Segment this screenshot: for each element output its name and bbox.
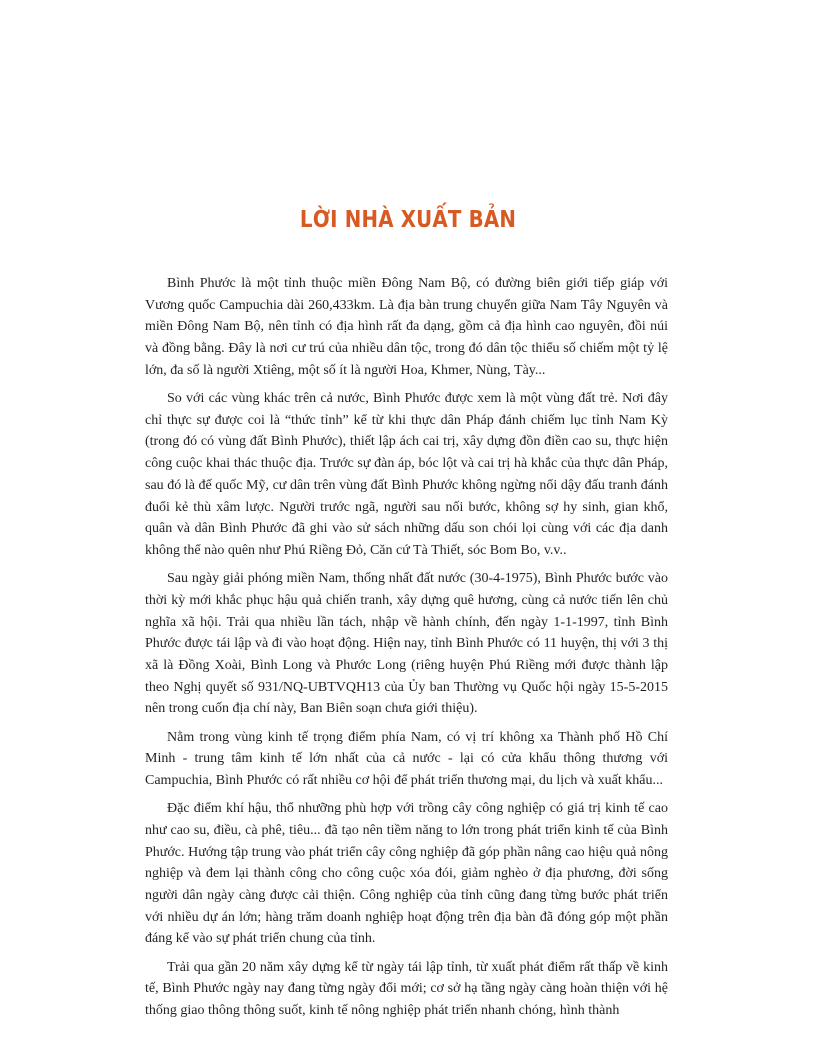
paragraph: So với các vùng khác trên cả nước, Bình Phước được xem là một vùng đất trẻ. Nơi đây chỉ thực sự được coi là “thức tỉnh” kể từ khi thực dân Pháp đánh chiếm lục tỉnh Nam Kỳ (trong đó có vùng đất Bình Phước), thiết lập ách cai trị, xây dựng đồn điền cao su, thực hiện công cuộc khai thác thuộc địa. Trước sự đàn áp, bóc lột và cai trị hà khắc của thực dân Pháp, sau đó là đế quốc Mỹ, cư dân trên vùng đất Bình Phước không ngừng nổi dậy đấu tranh đánh đuổi kẻ thù xâm lược. Người trước ngã, người sau nối bước, không sợ hy sinh, gian khổ, quân và dân Bình Phước đã ghi vào sử sách những dấu son chói lọi cùng với các địa danh không thể nào quên như Phú Riềng Đỏ, Căn cứ Tà Thiết, sóc Bom Bo, v.v..	[145, 391, 668, 558]
page-title: LỜI NHÀ XUẤT BẢN	[299, 207, 517, 233]
body-text	[145, 273, 668, 1028]
paragraph: Bình Phước là một tỉnh thuộc miền Đông Nam Bộ, có đường biên giới tiếp giáp với Vương quốc Campuchia dài 260,433km. Là địa bàn trung chuyển giữa Nam Tây Nguyên và miền Đông Nam Bộ, nên tỉnh có địa hình rất đa dạng, gồm cả địa hình cao nguyên, đồi núi và đồng bằng. Đây là nơi cư trú của nhiều dân tộc, trong đó dân tộc thiểu số chiếm một tỷ lệ lớn, đa số là người Xtiêng, một số ít là người Hoa, Khmer, Nùng, Tày...	[145, 276, 668, 378]
paragraph: Đặc điểm khí hậu, thổ nhưỡng phù hợp với trồng cây công nghiệp có giá trị kinh tế cao như cao su, điều, cà phê, tiêu... đã tạo nên tiềm năng to lớn trong phát triển kinh tế của Bình Phước. Hướng tập trung vào phát triển cây công nghiệp đã góp phần nâng cao hiệu quả nông nghiệp và đem lại thành công cho công cuộc xóa đói, giảm nghèo ở địa phương, đời sống người dân ngày càng được cải thiện. Công nghiệp của tỉnh cũng đang từng bước phát triển với nhiều dự án lớn; hàng trăm doanh nghiệp hoạt động trên địa bàn đã đóng góp một phần đáng kể vào sự phát triển chung của tỉnh.	[145, 801, 668, 947]
paragraph: Sau ngày giải phóng miền Nam, thống nhất đất nước (30-4-1975), Bình Phước bước vào thời kỳ mới khắc phục hậu quả chiến tranh, xây dựng quê hương, cùng cả nước tiến lên chủ nghĩa xã hội. Trải qua nhiều lần tách, nhập về hành chính, đến ngày 1-1-1997, tỉnh Bình Phước được tái lập và đi vào hoạt động. Hiện nay, tỉnh Bình Phước có 11 huyện, thị với 3 thị xã là Đồng Xoài, Bình Long và Phước Long (riêng huyện Phú Riềng mới được thành lập theo Nghị quyết số 931/NQ-UBTVQH13 của Ủy ban Thường vụ Quốc hội ngày 15-5-2015 nên trong cuốn địa chí này, Ban Biên soạn chưa giới thiệu).	[145, 571, 668, 717]
paragraph: Trải qua gần 20 năm xây dựng kể từ ngày tái lập tỉnh, từ xuất phát điểm rất thấp về kinh tế, Bình Phước ngày nay đang từng ngày đổi mới; cơ sở hạ tầng ngày càng hoàn thiện với hệ thống giao thông thông suốt, kinh tế nông nghiệp phát triển nhanh chóng, hình thành	[145, 959, 668, 1018]
paragraph: Nằm trong vùng kinh tế trọng điểm phía Nam, có vị trí không xa Thành phố Hồ Chí Minh - trung tâm kinh tế lớn nhất của cả nước - lại có cửa khẩu thông thương với Campuchia, Bình Phước có rất nhiều cơ hội để phát triển thương mại, du lịch và xuất khẩu...	[145, 729, 668, 788]
